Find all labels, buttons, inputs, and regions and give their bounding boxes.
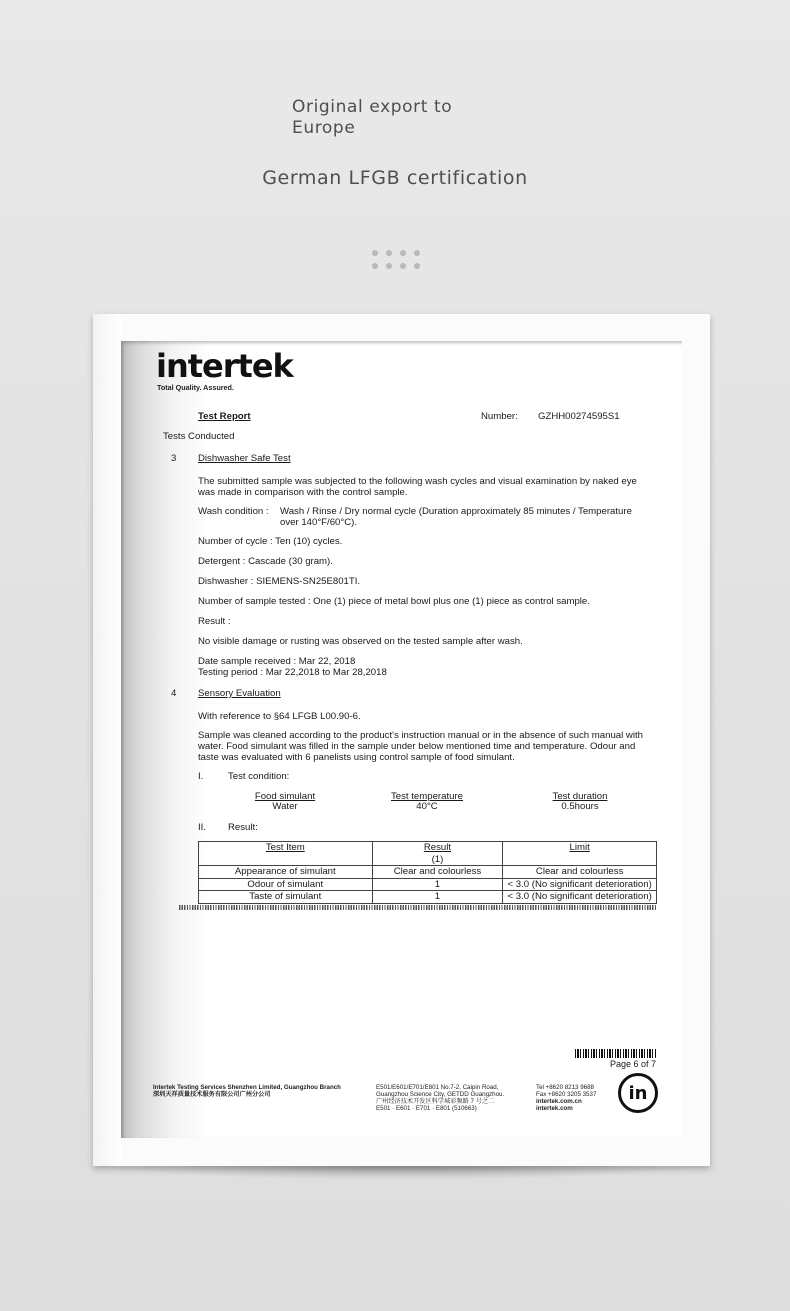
page-number: Page 6 of 7	[609, 1059, 656, 1069]
address-line: 广州经济技术开发区科学城彩频路 7 号之二	[376, 1098, 495, 1105]
address-line: Guangzhou Science City, GETDD Guangzhou.	[376, 1091, 505, 1098]
barcode-icon	[575, 1049, 656, 1058]
company-name-cn: 深圳天祥质量技术服务有限公司广州分公司	[153, 1091, 271, 1098]
lfgb-reference: With reference to §64 LFGB L00.90-6.	[198, 711, 361, 722]
table-cell	[199, 854, 373, 866]
footer-contact	[536, 1084, 596, 1112]
table-cell: < 3.0 (No significant deterioration)	[503, 878, 657, 891]
table-subheader-row	[199, 854, 657, 866]
table-cell: Taste of simulant	[199, 891, 373, 904]
sample-count: Number of sample tested : One (1) piece of metal bowl plus one (1) piece as control sample.	[198, 596, 590, 607]
number-label: Number:	[481, 411, 518, 422]
headline-line-1: Original export to	[292, 97, 453, 117]
cond-value-duration: 0.5hours	[561, 801, 599, 812]
contact-line: Fax +8620 3205 3537	[536, 1091, 597, 1098]
wash-condition-value	[280, 506, 632, 528]
result-text: No visible damage or rusting was observed on the tested sample after wash.	[198, 636, 523, 647]
table-cell	[503, 854, 657, 866]
sensory-result-table	[198, 841, 657, 904]
table-cell: Clear and colourless	[372, 866, 503, 879]
section-4-number: 4	[171, 688, 177, 699]
dot-icon	[400, 250, 406, 256]
condition-label: Test condition:	[228, 771, 290, 782]
logo-tagline: Total Quality. Assured.	[157, 383, 234, 392]
dot-icon	[386, 250, 392, 256]
sensory-paragraph	[198, 730, 658, 763]
table-cell: Odour of simulant	[199, 878, 373, 891]
header-result: Result	[372, 842, 503, 854]
detergent: Detergent : Cascade (30 gram).	[198, 556, 333, 567]
para-line: Sample was cleaned according to the product's instruction manual or in the absence of such manual with	[198, 730, 643, 741]
footer-company	[153, 1084, 341, 1098]
contact-line: Tel +8620 8213 9688	[536, 1084, 594, 1091]
certification-title: German LFGB certification	[262, 167, 528, 189]
contact-line: intertek.com.cn	[536, 1098, 582, 1105]
dishwasher: Dishwasher : SIEMENS-SN25E801TI.	[198, 576, 361, 587]
dot-icon	[372, 250, 378, 256]
wash-line: Wash / Rinse / Dry normal cycle (Duration approximately 85 minutes / Temperature	[280, 506, 632, 517]
report-title: Test Report	[198, 411, 251, 422]
contact-line: intertek.com	[536, 1105, 573, 1112]
intro-line: The submitted sample was subjected to the following wash cycles and visual examination by naked eye	[198, 476, 637, 487]
result-number: II.	[198, 822, 206, 833]
intertek-logo: intertek	[156, 347, 293, 385]
table-cell: Clear and colourless	[503, 866, 657, 879]
address-line: E501/E601/E701/E801 No.7-2, Caipin Road,	[376, 1084, 499, 1091]
table-header-row	[199, 842, 657, 854]
table-cell: 1	[372, 878, 503, 891]
section-4-title: Sensory Evaluation	[198, 688, 281, 699]
cond-value-temperature: 40°C	[416, 801, 438, 812]
header-limit: Limit	[503, 842, 657, 854]
cycles: Number of cycle : Ten (10) cycles.	[198, 536, 343, 547]
frame-edge	[93, 314, 121, 1166]
dot-icon	[414, 250, 420, 256]
number-value: GZHH00274595S1	[538, 411, 620, 422]
headline-export	[292, 97, 482, 139]
wash-condition-label: Wash condition :	[198, 506, 269, 517]
table-row	[199, 866, 657, 879]
para-line: water. Food simulant was filled in the sample under below mentioned time and temperature. Odour and	[198, 741, 636, 752]
wash-line: over 140°F/60°C).	[280, 517, 357, 528]
address-line: E501 · E601 · E701 · E801 (510663)	[376, 1105, 477, 1112]
section-3-title: Dishwasher Safe Test	[198, 453, 291, 464]
dot-icon	[414, 263, 420, 269]
section-3-intro	[198, 476, 637, 498]
end-of-report-stars	[179, 905, 657, 910]
subheader-panel: (1)	[372, 854, 503, 866]
intro-line: was made in comparison with the control sample.	[198, 487, 408, 498]
footer-address	[376, 1084, 504, 1112]
table-cell: Appearance of simulant	[199, 866, 373, 879]
company-name-en: Intertek Testing Services Shenzhen Limited, Guangzhou Branch	[153, 1084, 341, 1091]
tests-conducted: Tests Conducted	[163, 431, 235, 442]
table-cell: 1	[372, 891, 503, 904]
intertek-in-logo-icon: in	[618, 1073, 658, 1113]
pagination-dots	[372, 250, 428, 269]
dot-icon	[372, 263, 378, 269]
header-test-item: Test Item	[199, 842, 373, 854]
result-label: Result :	[198, 616, 231, 627]
cond-header-simulant: Food simulant	[254, 791, 316, 802]
testing-period: Testing period : Mar 22,2018 to Mar 28,2018	[198, 667, 387, 678]
table-row	[199, 891, 657, 904]
headline-line-2: Europe	[292, 118, 356, 138]
date-received: Date sample received : Mar 22, 2018	[198, 656, 356, 667]
dot-icon	[400, 263, 406, 269]
condition-number: I.	[198, 771, 204, 782]
cond-header-duration: Test duration	[552, 791, 608, 802]
table-row	[199, 878, 657, 891]
dot-icon	[386, 263, 392, 269]
cond-value-simulant: Water	[272, 801, 298, 812]
cond-header-temperature: Test temperature	[391, 791, 463, 802]
table-cell: < 3.0 (No significant deterioration)	[503, 891, 657, 904]
section-3-number: 3	[171, 453, 177, 464]
result-heading: Result:	[228, 822, 258, 833]
para-line: taste was evaluated with 6 panelists using control sample of food simulant.	[198, 752, 515, 763]
